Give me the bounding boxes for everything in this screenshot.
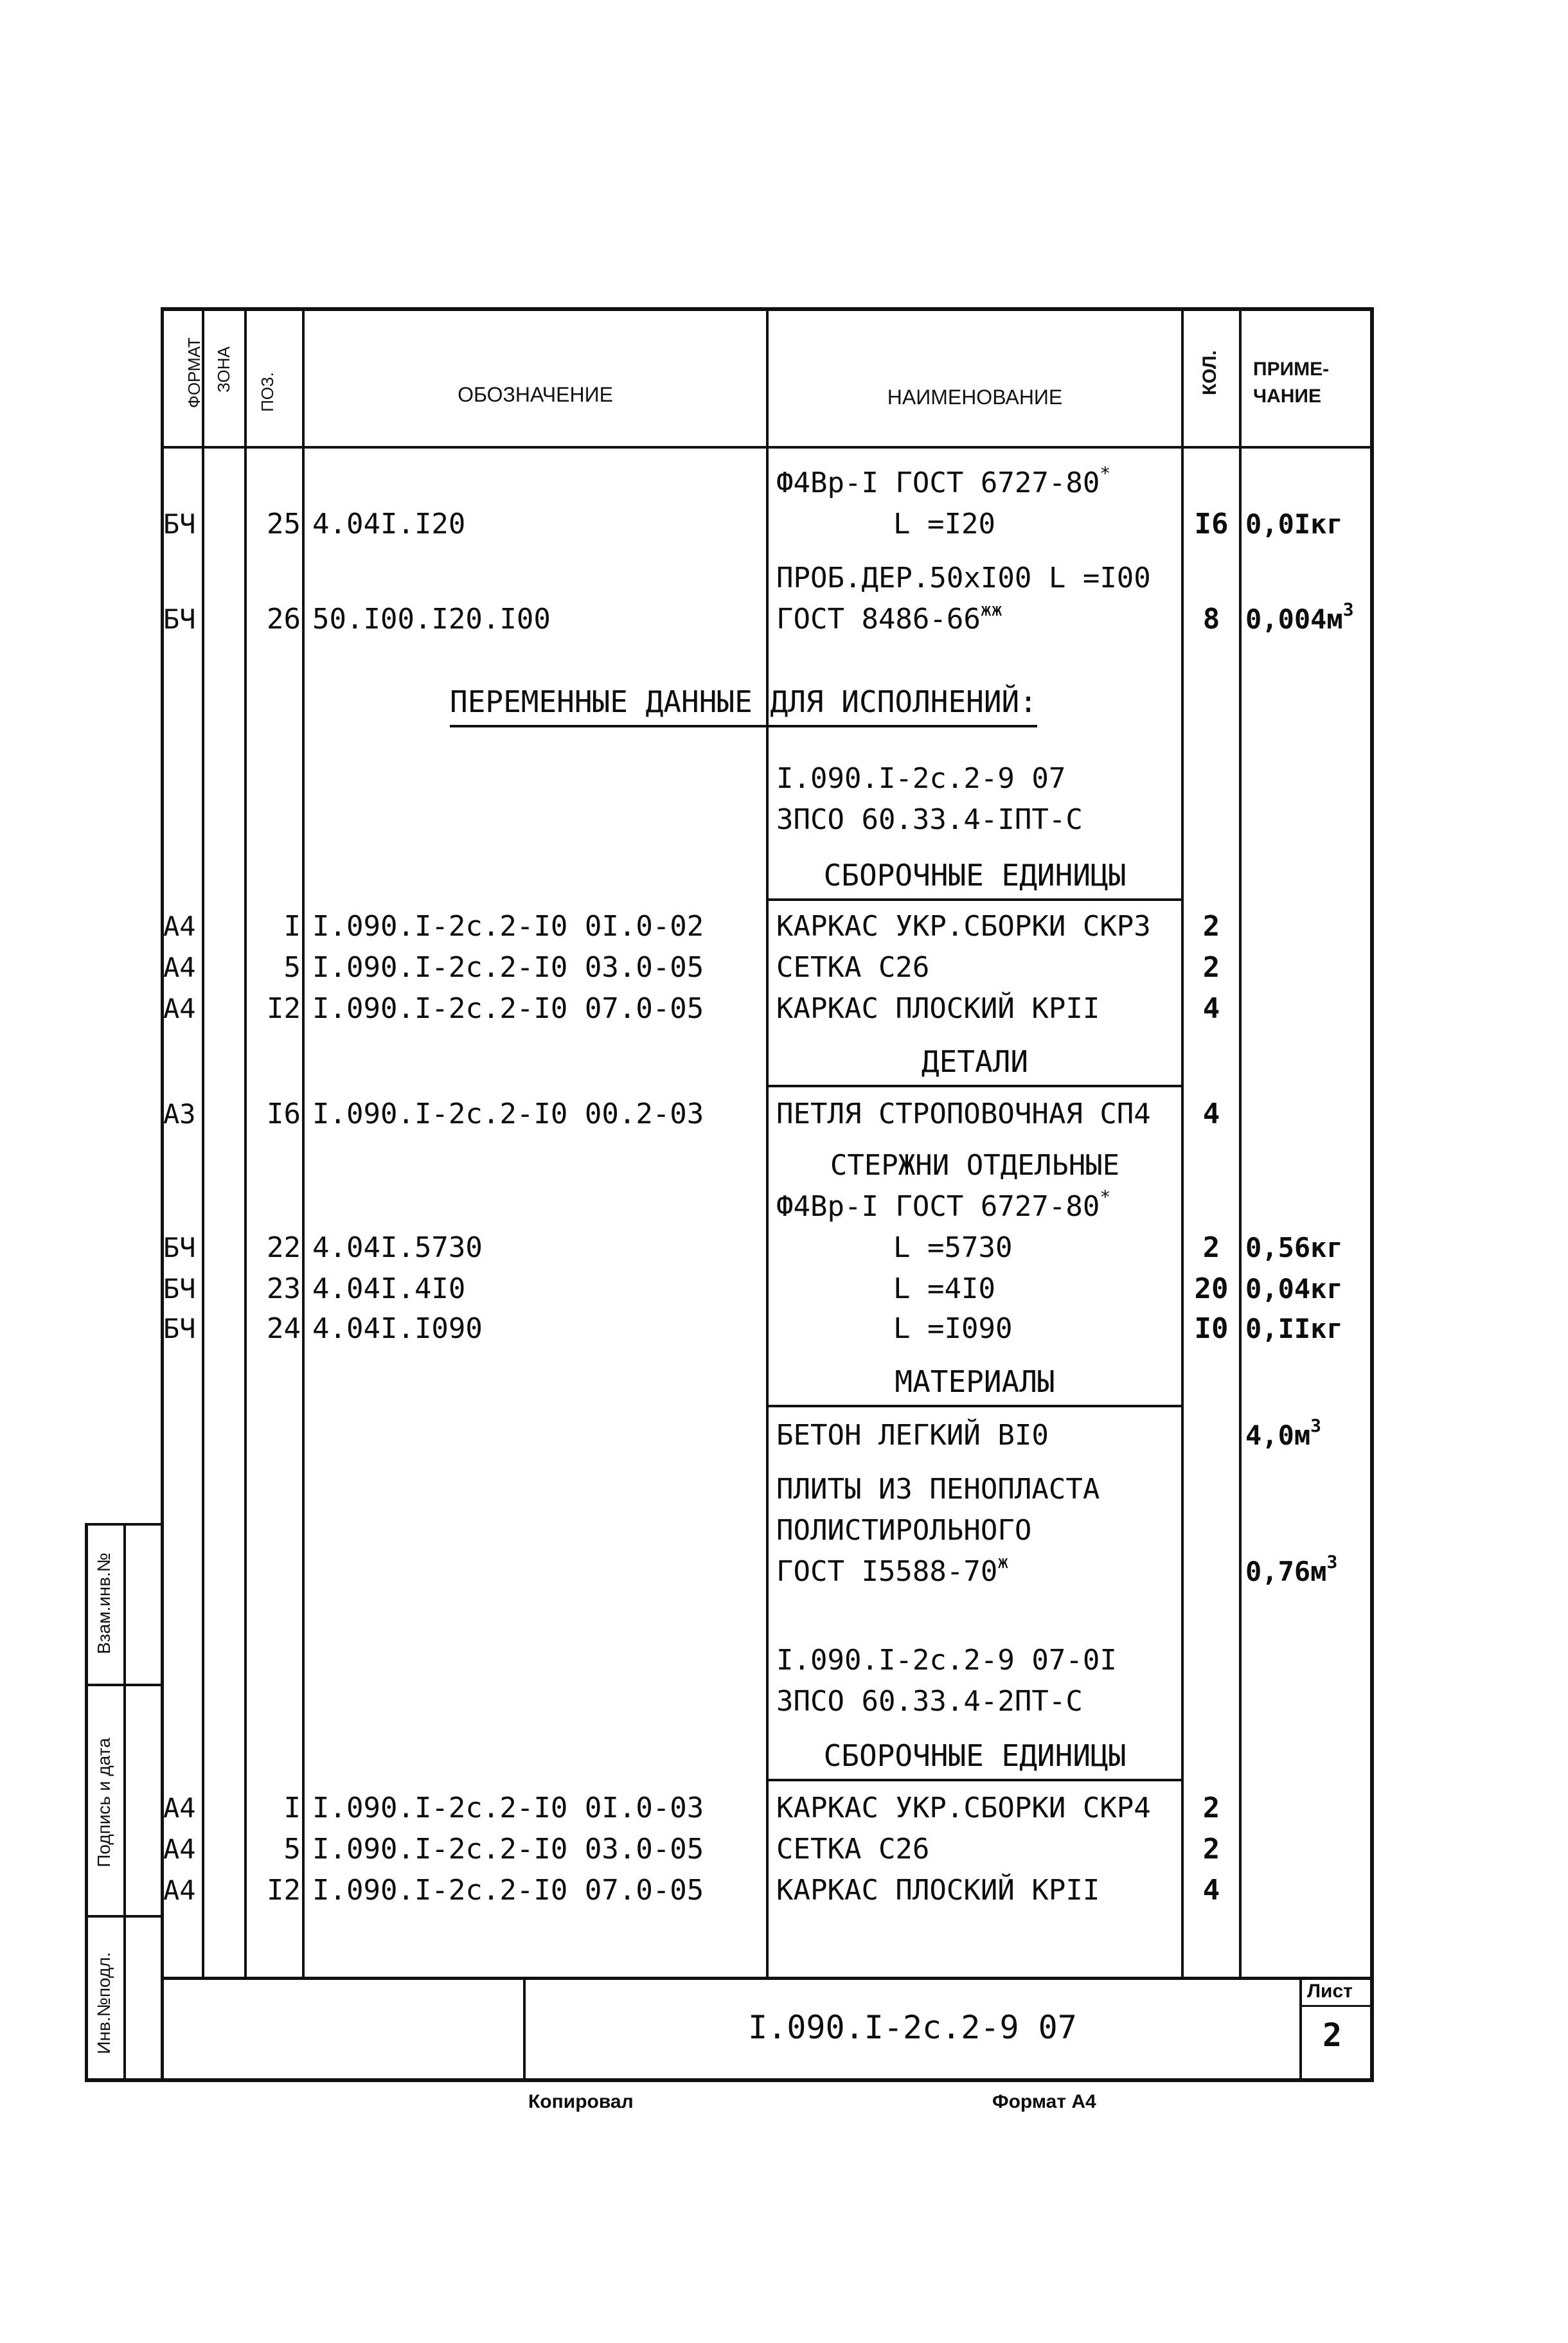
section-heading: ПЕРЕМЕННЫЕ ДАННЫЕ ДЛЯ ИСПОЛНЕНИЙ: xyxy=(450,681,1037,727)
row-designation: I.090.I-2с.2-I0 00.2-03 xyxy=(312,1098,704,1130)
row-designation: I.090.I-2с.2-I0 03.0-05 xyxy=(312,951,704,984)
row-format: А3 xyxy=(163,1098,196,1130)
header-format: ФОРМАТ xyxy=(184,337,204,408)
row-position: 26 xyxy=(267,603,301,636)
row-position: I6 xyxy=(267,1098,301,1130)
col-line-pos xyxy=(302,307,305,1978)
row-designation: 4.04I.5730 xyxy=(312,1231,483,1264)
row-note: 0,IIкг xyxy=(1245,1313,1343,1344)
row-designation: I.090.I-2с.2-I0 0I.0-02 xyxy=(312,910,704,943)
checked-by: Копировал xyxy=(528,2091,634,2112)
col-line-designation xyxy=(766,307,769,1978)
col-line-format xyxy=(202,307,204,1978)
row-note-superscript: 3 xyxy=(1326,1551,1338,1572)
row-quantity: 2 xyxy=(1202,1231,1220,1264)
row-designation: I.090.I-2с.2-I0 07.0-05 xyxy=(312,992,704,1025)
title-block-divider-2 xyxy=(1299,1977,1302,2082)
row-name-superscript: жж xyxy=(980,599,1002,620)
row-name: ГОСТ $8486-66^{жж}$ xyxy=(776,599,1002,636)
row-quantity: I0 xyxy=(1194,1312,1229,1345)
row-note: 0,56кг xyxy=(1245,1232,1343,1263)
row-designation: I.090.I-2с.2-I0 03.0-05 xyxy=(312,1833,704,1866)
row-name: КАРКАС ПЛОСКИЙ КРII xyxy=(776,1874,1100,1907)
row-position: 24 xyxy=(267,1312,301,1345)
row-name: L =5730 xyxy=(893,1231,1013,1264)
sheet-label: Лист xyxy=(1307,1981,1353,2002)
row-name: Ф4Вр-I ГОСТ 6727-80* xyxy=(776,1186,1111,1223)
side-stamp-div-1 xyxy=(85,1684,163,1686)
row-name: ПЛИТЫ ИЗ ПЕНОПЛАСТА xyxy=(776,1473,1100,1506)
row-note: $0,004м^3$ xyxy=(1245,599,1354,635)
row-position: 23 xyxy=(267,1272,301,1305)
row-name: БЕТОН ЛЕГКИЙ ВI0 xyxy=(776,1419,1049,1452)
row-format: БЧ xyxy=(163,1313,196,1344)
header-designation: ОБОЗНАЧЕНИЕ xyxy=(458,383,613,406)
col-line-qty xyxy=(1239,307,1242,1978)
row-format: БЧ xyxy=(163,508,196,540)
row-format: А4 xyxy=(163,1875,196,1906)
frame-bottom xyxy=(85,2078,1374,2082)
header-name: НАИМЕНОВАНИЕ xyxy=(887,386,1063,409)
row-name: Ф4Вр-I ГОСТ 6727-80* xyxy=(776,463,1111,499)
col-line-name xyxy=(1181,307,1184,1978)
frame-right xyxy=(1370,307,1374,2082)
doc-number: I.090.I-2с.2-9 07 xyxy=(748,2009,1077,2046)
row-quantity: 2 xyxy=(1202,1833,1220,1866)
subsection-heading: МАТЕРИАЛЫ xyxy=(769,1361,1181,1407)
row-designation: 4.04I.I090 xyxy=(312,1312,483,1345)
row-quantity: 20 xyxy=(1194,1272,1229,1305)
side-sign-date: Подпись и дата xyxy=(94,1738,114,1867)
row-position: 25 xyxy=(267,508,301,540)
row-position: 5 xyxy=(283,951,301,984)
row-note-superscript: 3 xyxy=(1342,599,1354,620)
row-note: 0,04кг xyxy=(1245,1273,1343,1305)
row-name: СЕТКА С26 xyxy=(776,951,930,984)
row-format: БЧ xyxy=(163,1232,196,1263)
row-name: ГОСТ $I5588-70^ж$ xyxy=(776,1551,1009,1588)
row-format: БЧ xyxy=(163,1273,196,1305)
row-name: L =I090 xyxy=(893,1312,1013,1345)
row-position: I xyxy=(283,1792,301,1824)
row-quantity: 4 xyxy=(1202,992,1220,1025)
row-name: КАРКАС УКР.СБОРКИ СКР4 xyxy=(776,1792,1151,1824)
format-label: Формат А4 xyxy=(992,2091,1096,2112)
header-qty: КОЛ. xyxy=(1199,350,1220,396)
row-name: КАРКАС УКР.СБОРКИ СКР3 xyxy=(776,910,1151,943)
row-quantity: I6 xyxy=(1194,508,1229,540)
row-designation: I.090.I-2с.2-I0 07.0-05 xyxy=(312,1874,704,1907)
header-note-line1: ПРИМЕ- xyxy=(1253,359,1330,380)
row-quantity: 2 xyxy=(1202,1792,1220,1824)
row-format: А4 xyxy=(163,1833,196,1865)
header-zone: ЗОНА xyxy=(214,346,233,393)
row-position: I2 xyxy=(267,992,301,1025)
row-name: 3ПСО 60.33.4-2ПТ-С xyxy=(776,1685,1083,1718)
row-note: $4,0м^3$ xyxy=(1245,1415,1322,1451)
side-stamp-div-2 xyxy=(85,1915,163,1918)
row-note: 0,0Iкг xyxy=(1245,508,1343,540)
row-format: А4 xyxy=(163,993,196,1024)
row-position: 5 xyxy=(283,1833,301,1866)
row-format: А4 xyxy=(163,1792,196,1824)
row-name: ПРОБ.ДЕР.50хI00 L =I00 xyxy=(776,562,1151,594)
subsection-heading: СБОРОЧНЫЕ ЕДИНИЦЫ xyxy=(769,855,1181,901)
subsection-heading: ДЕТАЛИ xyxy=(769,1041,1181,1087)
subsection-heading: СБОРОЧНЫЕ ЕДИНИЦЫ xyxy=(769,1735,1181,1781)
row-format: БЧ xyxy=(163,603,196,635)
row-designation: 50.I00.I20.I00 xyxy=(312,603,551,636)
row-position: 22 xyxy=(267,1231,301,1264)
row-name-superscript: * xyxy=(1100,463,1111,484)
row-name: 3ПСО 60.33.4-IПТ-С xyxy=(776,803,1083,836)
side-stamp-mid xyxy=(123,1523,126,2082)
row-name-superscript: * xyxy=(1100,1186,1111,1207)
row-quantity: 2 xyxy=(1202,910,1220,943)
row-designation: 4.04I.I20 xyxy=(312,508,466,540)
row-note: $0,76м^3$ xyxy=(1245,1551,1338,1587)
row-name: L =4I0 xyxy=(893,1272,995,1305)
row-note-superscript: 3 xyxy=(1310,1415,1322,1436)
title-block-top xyxy=(161,1977,1374,1980)
sheet-label-line xyxy=(1299,2005,1374,2007)
row-name: СЕТКА С26 xyxy=(776,1833,930,1866)
header-pos: ПОЗ. xyxy=(258,372,277,412)
row-format: А4 xyxy=(163,952,196,983)
row-quantity: 2 xyxy=(1202,951,1220,984)
row-name-superscript: ж xyxy=(997,1551,1009,1572)
side-inv-orig: Инв.№подл. xyxy=(94,1952,114,2054)
row-designation: I.090.I-2с.2-I0 0I.0-03 xyxy=(312,1792,704,1824)
row-position: I xyxy=(283,910,301,943)
header-note-line2: ЧАНИЕ xyxy=(1253,386,1321,407)
row-name: ПЕТЛЯ СТРОПОВОЧНАЯ СП4 xyxy=(776,1098,1151,1130)
row-quantity: 4 xyxy=(1202,1098,1220,1130)
row-name: КАРКАС ПЛОСКИЙ КРII xyxy=(776,992,1100,1025)
row-designation: 4.04I.4I0 xyxy=(312,1272,466,1305)
row-quantity: 4 xyxy=(1202,1874,1220,1907)
col-line-zone xyxy=(244,307,247,1978)
row-name: I.090.I-2с.2-9 07-0I xyxy=(776,1644,1117,1677)
row-format: А4 xyxy=(163,911,196,942)
row-position: I2 xyxy=(267,1874,301,1907)
row-quantity: 8 xyxy=(1202,603,1220,636)
row-name: L =I20 xyxy=(893,508,995,540)
side-replace-inv: Взам.инв.№ xyxy=(94,1553,114,1654)
row-name: ПОЛИСТИРОЛЬНОГО xyxy=(776,1514,1032,1547)
row-name: СТЕРЖНИ ОТДЕЛЬНЫЕ xyxy=(830,1149,1120,1182)
row-name: I.090.I-2с.2-9 07 xyxy=(776,762,1066,795)
sheet-number: 2 xyxy=(1323,2017,1342,2054)
